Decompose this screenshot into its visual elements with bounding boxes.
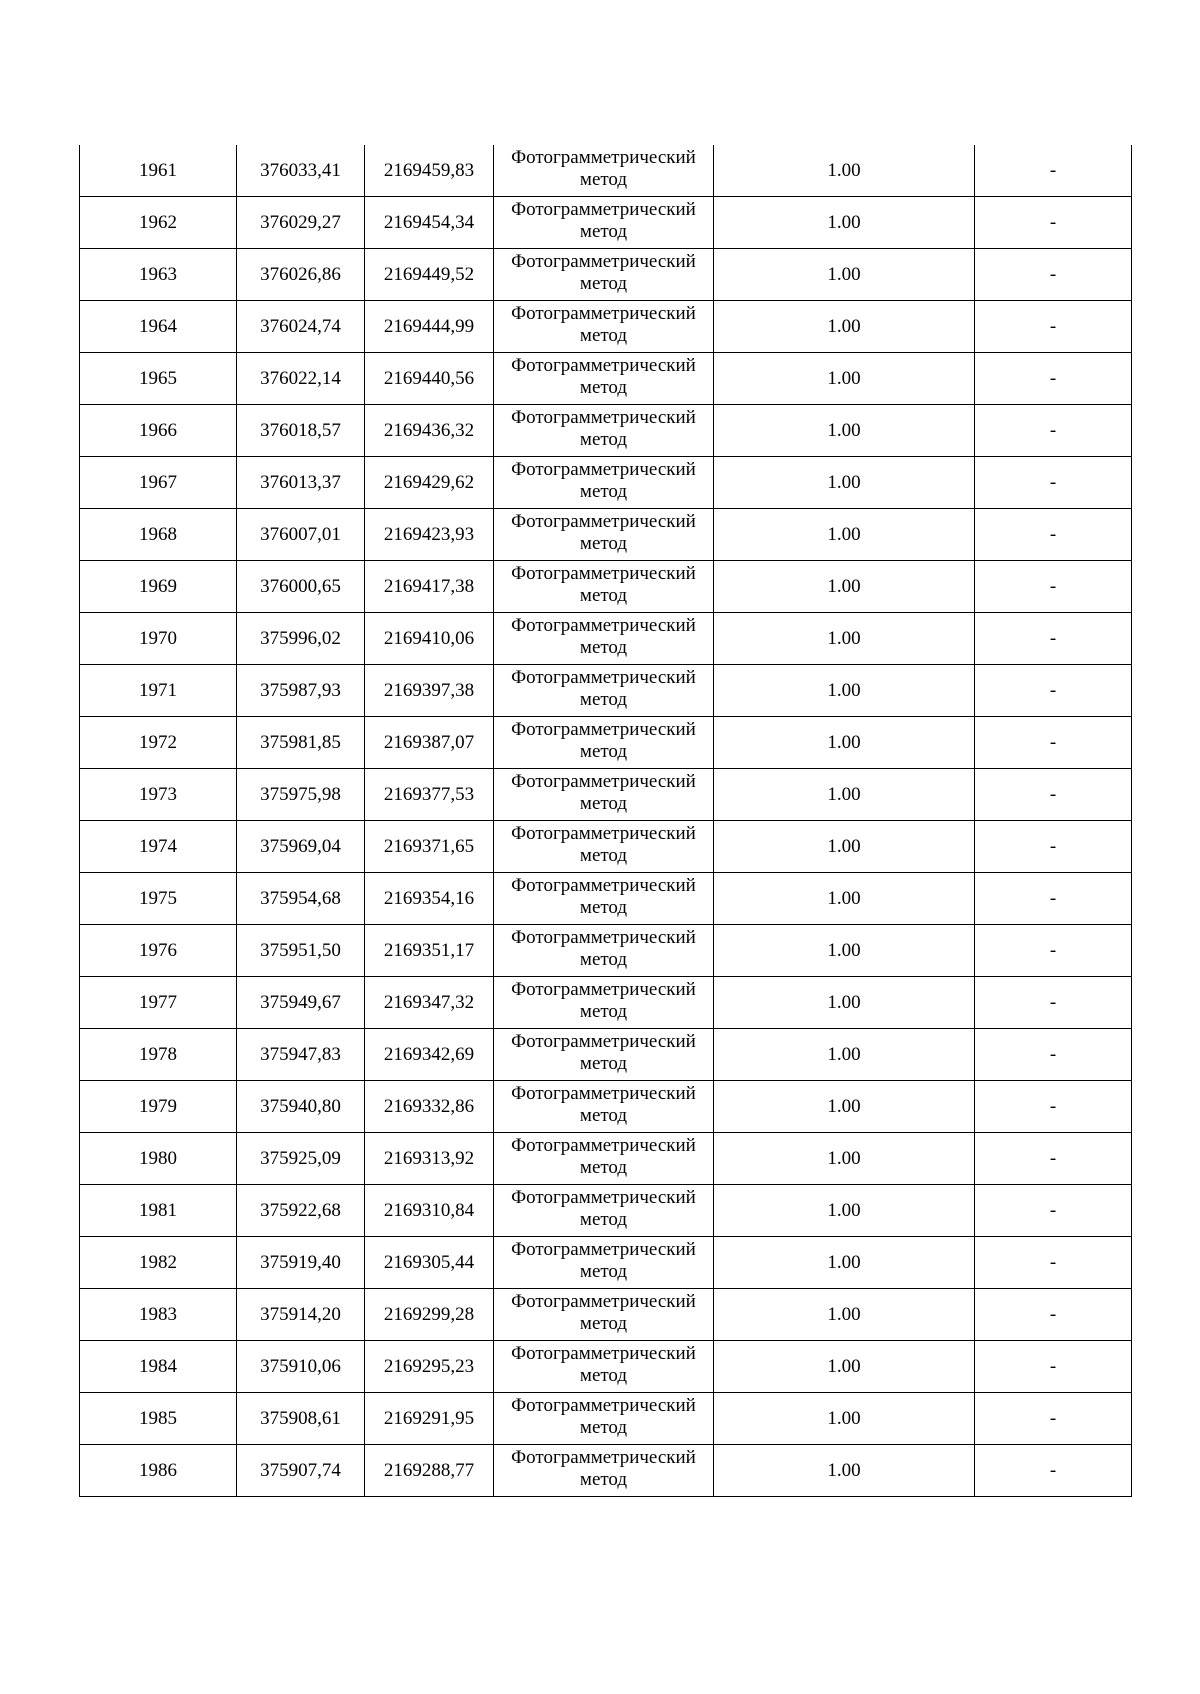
point-number-cell: 1986	[80, 1445, 237, 1497]
accuracy-cell: 1.00	[714, 1237, 975, 1289]
accuracy-cell: 1.00	[714, 353, 975, 405]
note-cell: -	[975, 1029, 1132, 1081]
method-cell	[494, 821, 714, 873]
point-number-cell: 1961	[80, 145, 237, 197]
note-cell: -	[975, 925, 1132, 977]
x-coordinate-cell: 375969,04	[237, 821, 365, 873]
y-coordinate-cell: 2169377,53	[365, 769, 494, 821]
coordinates-table-body	[80, 145, 1132, 1497]
point-number-cell: 1965	[80, 353, 237, 405]
accuracy-cell: 1.00	[714, 1445, 975, 1497]
y-coordinate-cell: 2169313,92	[365, 1133, 494, 1185]
accuracy-cell: 1.00	[714, 1081, 975, 1133]
point-number-cell: 1985	[80, 1393, 237, 1445]
accuracy-cell: 1.00	[714, 145, 975, 197]
point-number-cell: 1974	[80, 821, 237, 873]
method-cell	[494, 301, 714, 353]
x-coordinate-cell: 376022,14	[237, 353, 365, 405]
method-line-2: метод	[579, 376, 628, 398]
accuracy-cell: 1.00	[714, 717, 975, 769]
method-cell	[494, 665, 714, 717]
note-cell: -	[975, 769, 1132, 821]
method-line-2: метод	[579, 532, 628, 554]
method-cell	[494, 1185, 714, 1237]
accuracy-cell: 1.00	[714, 925, 975, 977]
method-cell	[494, 769, 714, 821]
accuracy-cell: 1.00	[714, 873, 975, 925]
y-coordinate-cell: 2169417,38	[365, 561, 494, 613]
x-coordinate-cell: 375910,06	[237, 1341, 365, 1393]
point-number-cell: 1971	[80, 665, 237, 717]
table-row	[80, 1133, 1132, 1185]
note-cell: -	[975, 301, 1132, 353]
x-coordinate-cell: 375919,40	[237, 1237, 365, 1289]
table-row	[80, 821, 1132, 873]
method-cell	[494, 873, 714, 925]
note-cell: -	[975, 1341, 1132, 1393]
method-line-1: Фотограмметрический	[511, 1394, 696, 1416]
method-cell	[494, 1341, 714, 1393]
method-line-1: Фотограмметрический	[511, 1290, 696, 1312]
method-text	[511, 355, 696, 399]
point-number-cell: 1972	[80, 717, 237, 769]
method-cell	[494, 405, 714, 457]
accuracy-cell: 1.00	[714, 197, 975, 249]
point-number-cell: 1966	[80, 405, 237, 457]
note-cell: -	[975, 873, 1132, 925]
note-cell: -	[975, 1237, 1132, 1289]
table-row	[80, 1237, 1132, 1289]
method-cell	[494, 1237, 714, 1289]
method-line-1: Фотограмметрический	[511, 458, 696, 480]
y-coordinate-cell: 2169310,84	[365, 1185, 494, 1237]
method-line-1: Фотограмметрический	[511, 562, 696, 584]
method-text	[511, 407, 696, 451]
table-row	[80, 145, 1132, 197]
method-text	[511, 1083, 696, 1127]
method-cell	[494, 613, 714, 665]
note-cell: -	[975, 1289, 1132, 1341]
y-coordinate-cell: 2169347,32	[365, 977, 494, 1029]
table-row	[80, 1445, 1132, 1497]
method-cell	[494, 249, 714, 301]
method-text	[511, 1291, 696, 1335]
method-text	[511, 459, 696, 503]
method-text	[511, 823, 696, 867]
y-coordinate-cell: 2169429,62	[365, 457, 494, 509]
method-text	[511, 927, 696, 971]
method-text	[511, 719, 696, 763]
x-coordinate-cell: 376024,74	[237, 301, 365, 353]
point-number-cell: 1978	[80, 1029, 237, 1081]
x-coordinate-cell: 375922,68	[237, 1185, 365, 1237]
table-row	[80, 977, 1132, 1029]
note-cell: -	[975, 821, 1132, 873]
method-line-1: Фотограмметрический	[511, 1030, 696, 1052]
x-coordinate-cell: 375981,85	[237, 717, 365, 769]
method-line-1: Фотограмметрический	[511, 770, 696, 792]
point-number-cell: 1979	[80, 1081, 237, 1133]
method-line-2: метод	[579, 688, 628, 710]
accuracy-cell: 1.00	[714, 613, 975, 665]
method-text	[511, 1343, 696, 1387]
point-number-cell: 1973	[80, 769, 237, 821]
method-line-1: Фотограмметрический	[511, 822, 696, 844]
method-line-2: метод	[579, 948, 628, 970]
x-coordinate-cell: 375951,50	[237, 925, 365, 977]
method-line-2: метод	[579, 636, 628, 658]
method-text	[511, 1447, 696, 1491]
note-cell: -	[975, 509, 1132, 561]
x-coordinate-cell: 376000,65	[237, 561, 365, 613]
y-coordinate-cell: 2169440,56	[365, 353, 494, 405]
note-cell: -	[975, 353, 1132, 405]
method-line-2: метод	[579, 1104, 628, 1126]
method-line-1: Фотограмметрический	[511, 614, 696, 636]
method-cell	[494, 1445, 714, 1497]
table-row	[80, 353, 1132, 405]
accuracy-cell: 1.00	[714, 301, 975, 353]
method-cell	[494, 1029, 714, 1081]
method-line-2: метод	[579, 896, 628, 918]
accuracy-cell: 1.00	[714, 977, 975, 1029]
table-row	[80, 1393, 1132, 1445]
y-coordinate-cell: 2169459,83	[365, 145, 494, 197]
point-number-cell: 1976	[80, 925, 237, 977]
method-line-1: Фотограмметрический	[511, 146, 696, 168]
x-coordinate-cell: 375908,61	[237, 1393, 365, 1445]
note-cell: -	[975, 665, 1132, 717]
accuracy-cell: 1.00	[714, 405, 975, 457]
note-cell: -	[975, 1133, 1132, 1185]
accuracy-cell: 1.00	[714, 1341, 975, 1393]
method-cell	[494, 197, 714, 249]
method-text	[511, 875, 696, 919]
note-cell: -	[975, 561, 1132, 613]
method-line-1: Фотограмметрический	[511, 978, 696, 1000]
x-coordinate-cell: 375954,68	[237, 873, 365, 925]
x-coordinate-cell: 376018,57	[237, 405, 365, 457]
method-line-1: Фотограмметрический	[511, 354, 696, 376]
table-row	[80, 925, 1132, 977]
y-coordinate-cell: 2169454,34	[365, 197, 494, 249]
method-line-2: метод	[579, 1052, 628, 1074]
x-coordinate-cell: 375907,74	[237, 1445, 365, 1497]
method-text	[511, 667, 696, 711]
accuracy-cell: 1.00	[714, 457, 975, 509]
method-line-2: метод	[579, 1208, 628, 1230]
y-coordinate-cell: 2169397,38	[365, 665, 494, 717]
point-number-cell: 1982	[80, 1237, 237, 1289]
method-line-1: Фотограмметрический	[511, 874, 696, 896]
note-cell: -	[975, 613, 1132, 665]
table-row	[80, 717, 1132, 769]
table-row	[80, 613, 1132, 665]
method-cell	[494, 145, 714, 197]
x-coordinate-cell: 375987,93	[237, 665, 365, 717]
point-number-cell: 1984	[80, 1341, 237, 1393]
table-row	[80, 301, 1132, 353]
point-number-cell: 1964	[80, 301, 237, 353]
method-text	[511, 1187, 696, 1231]
x-coordinate-cell: 375914,20	[237, 1289, 365, 1341]
note-cell: -	[975, 1081, 1132, 1133]
point-number-cell: 1980	[80, 1133, 237, 1185]
y-coordinate-cell: 2169295,23	[365, 1341, 494, 1393]
method-line-1: Фотограмметрический	[511, 250, 696, 272]
method-line-2: метод	[579, 1260, 628, 1282]
method-line-1: Фотограмметрический	[511, 1082, 696, 1104]
accuracy-cell: 1.00	[714, 665, 975, 717]
method-cell	[494, 1081, 714, 1133]
method-line-2: метод	[579, 584, 628, 606]
accuracy-cell: 1.00	[714, 1133, 975, 1185]
method-line-2: метод	[579, 168, 628, 190]
point-number-cell: 1968	[80, 509, 237, 561]
table-row	[80, 561, 1132, 613]
coordinates-table	[79, 145, 1132, 1497]
method-line-2: метод	[579, 1312, 628, 1334]
method-line-1: Фотограмметрический	[511, 1446, 696, 1468]
method-line-2: метод	[579, 1416, 628, 1438]
table-row	[80, 1029, 1132, 1081]
method-text	[511, 1395, 696, 1439]
note-cell: -	[975, 405, 1132, 457]
point-number-cell: 1981	[80, 1185, 237, 1237]
x-coordinate-cell: 375949,67	[237, 977, 365, 1029]
method-cell	[494, 457, 714, 509]
point-number-cell: 1983	[80, 1289, 237, 1341]
note-cell: -	[975, 457, 1132, 509]
method-cell	[494, 717, 714, 769]
y-coordinate-cell: 2169449,52	[365, 249, 494, 301]
method-text	[511, 251, 696, 295]
method-line-2: метод	[579, 324, 628, 346]
method-line-2: метод	[579, 220, 628, 242]
accuracy-cell: 1.00	[714, 509, 975, 561]
method-line-2: метод	[579, 792, 628, 814]
method-line-2: метод	[579, 272, 628, 294]
y-coordinate-cell: 2169291,95	[365, 1393, 494, 1445]
y-coordinate-cell: 2169299,28	[365, 1289, 494, 1341]
y-coordinate-cell: 2169371,65	[365, 821, 494, 873]
method-cell	[494, 1133, 714, 1185]
point-number-cell: 1967	[80, 457, 237, 509]
x-coordinate-cell: 375925,09	[237, 1133, 365, 1185]
point-number-cell: 1977	[80, 977, 237, 1029]
note-cell: -	[975, 1393, 1132, 1445]
method-text	[511, 563, 696, 607]
accuracy-cell: 1.00	[714, 821, 975, 873]
x-coordinate-cell: 375996,02	[237, 613, 365, 665]
method-text	[511, 1135, 696, 1179]
method-line-1: Фотограмметрический	[511, 718, 696, 740]
note-cell: -	[975, 1445, 1132, 1497]
method-cell	[494, 509, 714, 561]
note-cell: -	[975, 197, 1132, 249]
method-line-1: Фотограмметрический	[511, 302, 696, 324]
method-line-1: Фотограмметрический	[511, 1238, 696, 1260]
method-text	[511, 147, 696, 191]
accuracy-cell: 1.00	[714, 561, 975, 613]
x-coordinate-cell: 376026,86	[237, 249, 365, 301]
method-text	[511, 1239, 696, 1283]
accuracy-cell: 1.00	[714, 769, 975, 821]
point-number-cell: 1975	[80, 873, 237, 925]
table-row	[80, 509, 1132, 561]
method-text	[511, 979, 696, 1023]
method-line-2: метод	[579, 844, 628, 866]
method-line-2: метод	[579, 480, 628, 502]
method-text	[511, 199, 696, 243]
method-text	[511, 615, 696, 659]
x-coordinate-cell: 376007,01	[237, 509, 365, 561]
method-cell	[494, 1289, 714, 1341]
table-row	[80, 873, 1132, 925]
method-line-2: метод	[579, 1468, 628, 1490]
method-line-1: Фотограмметрический	[511, 406, 696, 428]
table-row	[80, 1081, 1132, 1133]
note-cell: -	[975, 145, 1132, 197]
x-coordinate-cell: 376033,41	[237, 145, 365, 197]
method-text	[511, 771, 696, 815]
note-cell: -	[975, 1185, 1132, 1237]
table-row	[80, 1185, 1132, 1237]
method-cell	[494, 561, 714, 613]
method-cell	[494, 925, 714, 977]
table-row	[80, 1289, 1132, 1341]
y-coordinate-cell: 2169305,44	[365, 1237, 494, 1289]
y-coordinate-cell: 2169410,06	[365, 613, 494, 665]
table-row	[80, 249, 1132, 301]
accuracy-cell: 1.00	[714, 1289, 975, 1341]
method-line-1: Фотограмметрический	[511, 666, 696, 688]
x-coordinate-cell: 375975,98	[237, 769, 365, 821]
accuracy-cell: 1.00	[714, 1029, 975, 1081]
accuracy-cell: 1.00	[714, 1185, 975, 1237]
x-coordinate-cell: 376013,37	[237, 457, 365, 509]
point-number-cell: 1969	[80, 561, 237, 613]
note-cell: -	[975, 717, 1132, 769]
point-number-cell: 1970	[80, 613, 237, 665]
method-line-1: Фотограмметрический	[511, 1134, 696, 1156]
method-line-2: метод	[579, 1000, 628, 1022]
method-cell	[494, 353, 714, 405]
method-line-1: Фотограмметрический	[511, 1186, 696, 1208]
method-text	[511, 511, 696, 555]
y-coordinate-cell: 2169332,86	[365, 1081, 494, 1133]
note-cell: -	[975, 977, 1132, 1029]
y-coordinate-cell: 2169387,07	[365, 717, 494, 769]
table-row	[80, 457, 1132, 509]
method-cell	[494, 1393, 714, 1445]
y-coordinate-cell: 2169351,17	[365, 925, 494, 977]
method-text	[511, 1031, 696, 1075]
method-line-1: Фотограмметрический	[511, 198, 696, 220]
table-row	[80, 769, 1132, 821]
method-line-2: метод	[579, 740, 628, 762]
method-line-2: метод	[579, 1156, 628, 1178]
method-line-1: Фотограмметрический	[511, 510, 696, 532]
y-coordinate-cell: 2169436,32	[365, 405, 494, 457]
method-text	[511, 303, 696, 347]
y-coordinate-cell: 2169423,93	[365, 509, 494, 561]
method-line-2: метод	[579, 428, 628, 450]
method-line-2: метод	[579, 1364, 628, 1386]
point-number-cell: 1963	[80, 249, 237, 301]
x-coordinate-cell: 376029,27	[237, 197, 365, 249]
method-cell	[494, 977, 714, 1029]
point-number-cell: 1962	[80, 197, 237, 249]
table-row	[80, 405, 1132, 457]
table-row	[80, 665, 1132, 717]
table-row	[80, 1341, 1132, 1393]
y-coordinate-cell: 2169354,16	[365, 873, 494, 925]
table-row	[80, 197, 1132, 249]
accuracy-cell: 1.00	[714, 1393, 975, 1445]
method-line-1: Фотограмметрический	[511, 1342, 696, 1364]
y-coordinate-cell: 2169342,69	[365, 1029, 494, 1081]
y-coordinate-cell: 2169444,99	[365, 301, 494, 353]
note-cell: -	[975, 249, 1132, 301]
x-coordinate-cell: 375947,83	[237, 1029, 365, 1081]
accuracy-cell: 1.00	[714, 249, 975, 301]
y-coordinate-cell: 2169288,77	[365, 1445, 494, 1497]
method-line-1: Фотограмметрический	[511, 926, 696, 948]
x-coordinate-cell: 375940,80	[237, 1081, 365, 1133]
